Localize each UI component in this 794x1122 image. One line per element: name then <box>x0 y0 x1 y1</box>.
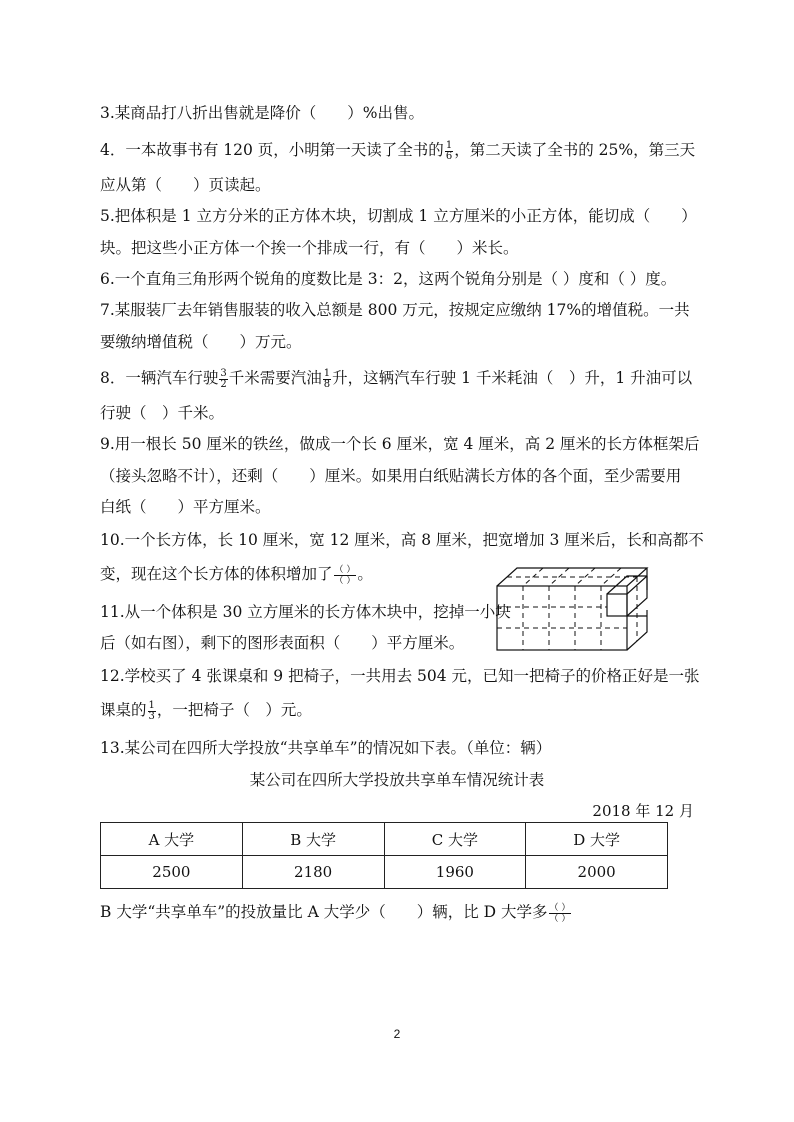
question-12-line-2 <box>100 700 312 722</box>
q8-fraction-2 <box>323 369 331 390</box>
q8-text-b: 千米需要汽油 <box>228 369 322 387</box>
q8-frac1-num: 3 <box>220 367 227 379</box>
question-11-line-1: 11.从一个体积是 30 立方厘米的长方体木块中，挖掉一小块 <box>100 603 511 621</box>
q4-text-a: 4．一本故事书有 120 页，小明第一天读了全书的 <box>100 141 444 159</box>
q10-end: 。 <box>357 565 373 583</box>
question-4-line-2: 应从第（ ）页读起。 <box>100 176 271 194</box>
q12-text-a: 课桌的 <box>100 701 147 719</box>
table-date: 2018 年 12 月 <box>592 802 694 820</box>
q8-text-c: 升，这辆汽车行驶 1 千米耗油（ ）升，1 升油可以 <box>332 369 693 387</box>
q12-text-b: ，一把椅子（ ）元。 <box>156 701 312 719</box>
question-6: 6.一个直角三角形两个锐角的度数比是 3：2，这两个锐角分别是（ ）度和（ ）度。 <box>100 270 677 288</box>
table-header-cell: C 大学 <box>384 823 526 856</box>
q10-text: 变，现在这个长方体的体积增加了 <box>100 565 333 583</box>
q12-frac-den: 3 <box>148 710 155 722</box>
table-value-row <box>101 856 668 889</box>
page-number: 2 <box>393 1027 401 1041</box>
table-value-cell: 2180 <box>242 856 384 889</box>
question-7-line-1: 7.某服装厂去年销售服装的收入总额是 800 万元，按规定应缴纳 17%的增值税。一共 <box>100 301 690 319</box>
table-header-cell: B 大学 <box>242 823 384 856</box>
q8-frac2-den: 8 <box>323 378 331 390</box>
question-3: 3.某商品打八折出售就是降价（ ）%出售。 <box>100 104 425 122</box>
question-8-line-2: 行驶（ ）千米。 <box>100 404 225 422</box>
table-value-cell: 1960 <box>384 856 526 889</box>
q4-fraction <box>445 141 453 162</box>
q4-frac-den: 6 <box>445 150 453 162</box>
question-5-line-1: 5.把体积是 1 立方分米的正方体木块，切割成 1 立方厘米的小正方体，能切成（ ） <box>100 207 697 225</box>
table-value-cell: 2500 <box>101 856 243 889</box>
q10-blank-fraction <box>334 565 357 586</box>
q4-frac-num: 1 <box>445 139 453 151</box>
q13-blank-fraction <box>549 903 572 924</box>
q8-frac2-num: 1 <box>323 367 331 379</box>
question-9-line-3: 白纸（ ）平方厘米。 <box>100 498 271 516</box>
question-12-line-1: 12.学校买了 4 张课桌和 9 把椅子，一共用去 504 元，已知一把椅子的价格正好是一张 <box>100 667 700 685</box>
bike-stats-table <box>100 822 668 889</box>
question-9-line-1: 9.用一根长 50 厘米的铁丝，做成一个长 6 厘米，宽 4 厘米，高 2 厘米的长方体框架后 <box>100 435 700 453</box>
q8-frac1-den: 2 <box>220 378 227 390</box>
question-11-line-2: 后（如右图），剩下的图形表面积（ ）平方厘米。 <box>100 634 465 652</box>
question-13-line-1: 13.某公司在四所大学投放“共享单车”的情况如下表。（单位：辆） <box>100 739 552 757</box>
question-7-line-2: 要缴纳增值税（ ）万元。 <box>100 333 302 351</box>
q10-blank-den: （ ） <box>334 575 356 586</box>
question-9-line-2: （接头忽略不计），还剩（ ）厘米。如果用白纸贴满长方体的各个面，至少需要用 <box>100 467 682 485</box>
table-header-cell: A 大学 <box>101 823 243 856</box>
q4-text-b: ，第二天读了全书的 25%，第三天 <box>454 141 696 159</box>
q12-frac-num: 1 <box>148 699 155 711</box>
q12-fraction <box>148 701 156 722</box>
table-header-row <box>101 823 668 856</box>
q13-text: B 大学“共享单车”的投放量比 A 大学少（ ）辆，比 D 大学多 <box>100 903 548 921</box>
question-5-line-2: 块。把这些小正方体一个挨一个排成一行，有（ ）米长。 <box>100 239 519 257</box>
question-4-line-1 <box>100 140 695 162</box>
question-8-line-1 <box>100 368 692 390</box>
question-13-last-line <box>100 902 572 924</box>
cuboid-diagram <box>496 566 678 652</box>
table-title: 某公司在四所大学投放共享单车情况统计表 <box>249 771 545 789</box>
q8-text-a: 8．一辆汽车行驶 <box>100 369 219 387</box>
question-10-line-2 <box>100 564 373 586</box>
table-value-cell: 2000 <box>526 856 668 889</box>
question-10-line-1: 10.一个长方体，长 10 厘米，宽 12 厘米，高 8 厘米，把宽增加 3 厘米后，长和高都不 <box>100 531 704 549</box>
q8-fraction-1 <box>219 369 227 390</box>
q13-blank-num: （ ） <box>549 902 571 913</box>
table-header-cell: D 大学 <box>526 823 668 856</box>
q10-blank-num: （ ） <box>334 564 356 575</box>
q13-blank-den: （ ） <box>549 913 571 924</box>
